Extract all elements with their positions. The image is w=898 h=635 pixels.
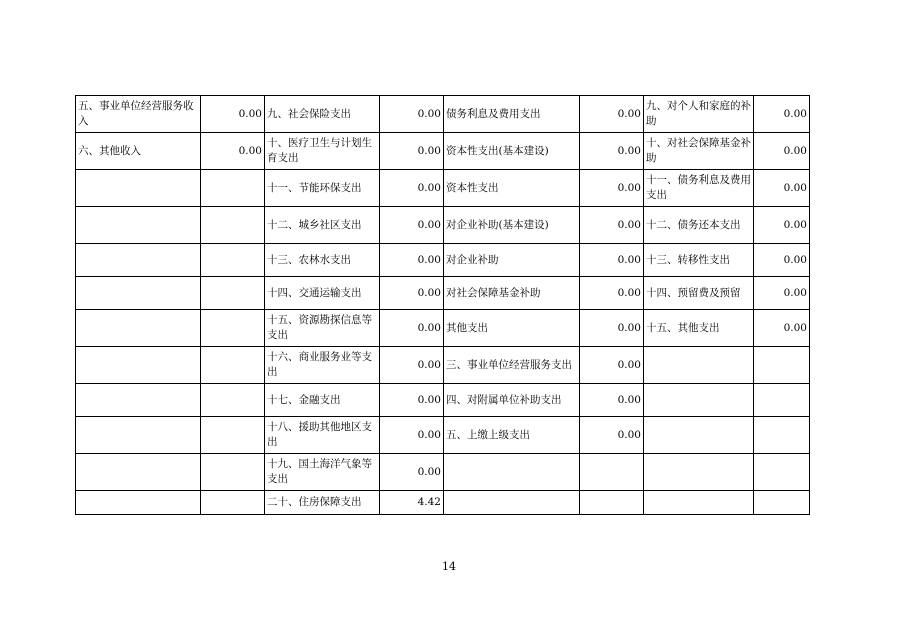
table-row	[76, 417, 810, 454]
economic-amount-cell: 0.00	[580, 170, 644, 207]
income-amount-cell	[201, 277, 265, 310]
economic-item-cell: 债务利息及费用支出	[444, 96, 580, 133]
economic-category-amount-cell	[754, 417, 810, 454]
economic-category-cell	[644, 384, 754, 417]
income-amount-cell	[201, 170, 265, 207]
economic-category-amount-cell	[754, 347, 810, 384]
income-amount-cell	[201, 491, 265, 515]
income-item-cell	[76, 207, 201, 244]
function-amount-cell: 0.00	[380, 96, 444, 133]
economic-category-cell: 十二、债务还本支出	[644, 207, 754, 244]
page-number: 14	[442, 560, 456, 573]
economic-category-cell	[644, 417, 754, 454]
function-amount-cell: 0.00	[380, 347, 444, 384]
table-row	[76, 310, 810, 347]
income-item-cell	[76, 347, 201, 384]
income-item-cell	[76, 277, 201, 310]
economic-category-amount-cell: 0.00	[754, 244, 810, 277]
economic-item-cell: 五、上缴上级支出	[444, 417, 580, 454]
economic-amount-cell: 0.00	[580, 310, 644, 347]
function-item-cell: 十、医疗卫生与计划生育支出	[265, 133, 380, 170]
income-item-cell: 六、其他收入	[76, 133, 201, 170]
income-item-cell	[76, 384, 201, 417]
economic-category-cell: 十、对社会保障基金补助	[644, 133, 754, 170]
economic-item-cell: 四、对附属单位补助支出	[444, 384, 580, 417]
economic-category-amount-cell	[754, 384, 810, 417]
function-amount-cell: 0.00	[380, 417, 444, 454]
income-amount-cell	[201, 454, 265, 491]
economic-category-amount-cell: 0.00	[754, 207, 810, 244]
function-item-cell: 十三、农林水支出	[265, 244, 380, 277]
income-amount-cell	[201, 310, 265, 347]
table-row	[76, 491, 810, 515]
table-row	[76, 277, 810, 310]
economic-amount-cell: 0.00	[580, 417, 644, 454]
income-amount-cell: 0.00	[201, 96, 265, 133]
economic-item-cell: 资本性支出	[444, 170, 580, 207]
economic-category-cell	[644, 491, 754, 515]
economic-amount-cell: 0.00	[580, 384, 644, 417]
function-amount-cell: 0.00	[380, 207, 444, 244]
table-row	[76, 133, 810, 170]
function-amount-cell: 0.00	[380, 277, 444, 310]
function-item-cell: 九、社会保险支出	[265, 96, 380, 133]
income-item-cell	[76, 491, 201, 515]
economic-category-cell: 九、对个人和家庭的补助	[644, 96, 754, 133]
economic-category-cell: 十五、其他支出	[644, 310, 754, 347]
economic-category-cell	[644, 347, 754, 384]
function-item-cell: 十七、金融支出	[265, 384, 380, 417]
function-item-cell: 十九、国土海洋气象等支出	[265, 454, 380, 491]
table-row	[76, 170, 810, 207]
economic-amount-cell: 0.00	[580, 207, 644, 244]
table-row	[76, 454, 810, 491]
economic-category-amount-cell: 0.00	[754, 96, 810, 133]
economic-item-cell: 对企业补助	[444, 244, 580, 277]
economic-amount-cell	[580, 491, 644, 515]
function-amount-cell: 0.00	[380, 454, 444, 491]
income-item-cell	[76, 417, 201, 454]
income-item-cell	[76, 454, 201, 491]
economic-item-cell: 三、事业单位经营服务支出	[444, 347, 580, 384]
economic-category-amount-cell: 0.00	[754, 277, 810, 310]
income-amount-cell	[201, 417, 265, 454]
income-amount-cell: 0.00	[201, 133, 265, 170]
economic-item-cell: 资本性支出(基本建设)	[444, 133, 580, 170]
economic-amount-cell: 0.00	[580, 347, 644, 384]
economic-item-cell: 对社会保障基金补助	[444, 277, 580, 310]
function-item-cell: 十一、节能环保支出	[265, 170, 380, 207]
income-amount-cell	[201, 244, 265, 277]
economic-category-amount-cell: 0.00	[754, 310, 810, 347]
economic-item-cell	[444, 454, 580, 491]
economic-amount-cell: 0.00	[580, 244, 644, 277]
economic-category-cell: 十三、转移性支出	[644, 244, 754, 277]
function-item-cell: 十五、资源勘探信息等支出	[265, 310, 380, 347]
income-item-cell	[76, 244, 201, 277]
economic-category-amount-cell: 0.00	[754, 133, 810, 170]
table-row	[76, 347, 810, 384]
income-item-cell	[76, 310, 201, 347]
economic-category-amount-cell	[754, 491, 810, 515]
function-amount-cell: 0.00	[380, 384, 444, 417]
table-row	[76, 96, 810, 133]
economic-category-amount-cell	[754, 454, 810, 491]
function-item-cell: 十八、援助其他地区支出	[265, 417, 380, 454]
economic-item-cell: 其他支出	[444, 310, 580, 347]
function-amount-cell: 0.00	[380, 133, 444, 170]
economic-amount-cell: 0.00	[580, 277, 644, 310]
function-item-cell: 十四、交通运输支出	[265, 277, 380, 310]
economic-amount-cell: 0.00	[580, 96, 644, 133]
function-amount-cell: 0.00	[380, 310, 444, 347]
table-row	[76, 244, 810, 277]
economic-category-amount-cell: 0.00	[754, 170, 810, 207]
income-item-cell	[76, 170, 201, 207]
income-amount-cell	[201, 347, 265, 384]
economic-amount-cell	[580, 454, 644, 491]
function-amount-cell: 0.00	[380, 170, 444, 207]
function-item-cell: 十六、商业服务业等支出	[265, 347, 380, 384]
function-amount-cell: 0.00	[380, 244, 444, 277]
economic-item-cell: 对企业补助(基本建设)	[444, 207, 580, 244]
income-item-cell: 五、事业单位经营服务收入	[76, 96, 201, 133]
economic-amount-cell: 0.00	[580, 133, 644, 170]
economic-item-cell	[444, 491, 580, 515]
economic-category-cell: 十四、预留费及预留	[644, 277, 754, 310]
economic-category-cell	[644, 454, 754, 491]
function-amount-cell: 4.42	[380, 491, 444, 515]
function-item-cell: 二十、住房保障支出	[265, 491, 380, 515]
budget-table	[75, 95, 810, 515]
economic-category-cell: 十一、债务利息及费用支出	[644, 170, 754, 207]
income-amount-cell	[201, 207, 265, 244]
table-row	[76, 207, 810, 244]
income-amount-cell	[201, 384, 265, 417]
table-row	[76, 384, 810, 417]
function-item-cell: 十二、城乡社区支出	[265, 207, 380, 244]
